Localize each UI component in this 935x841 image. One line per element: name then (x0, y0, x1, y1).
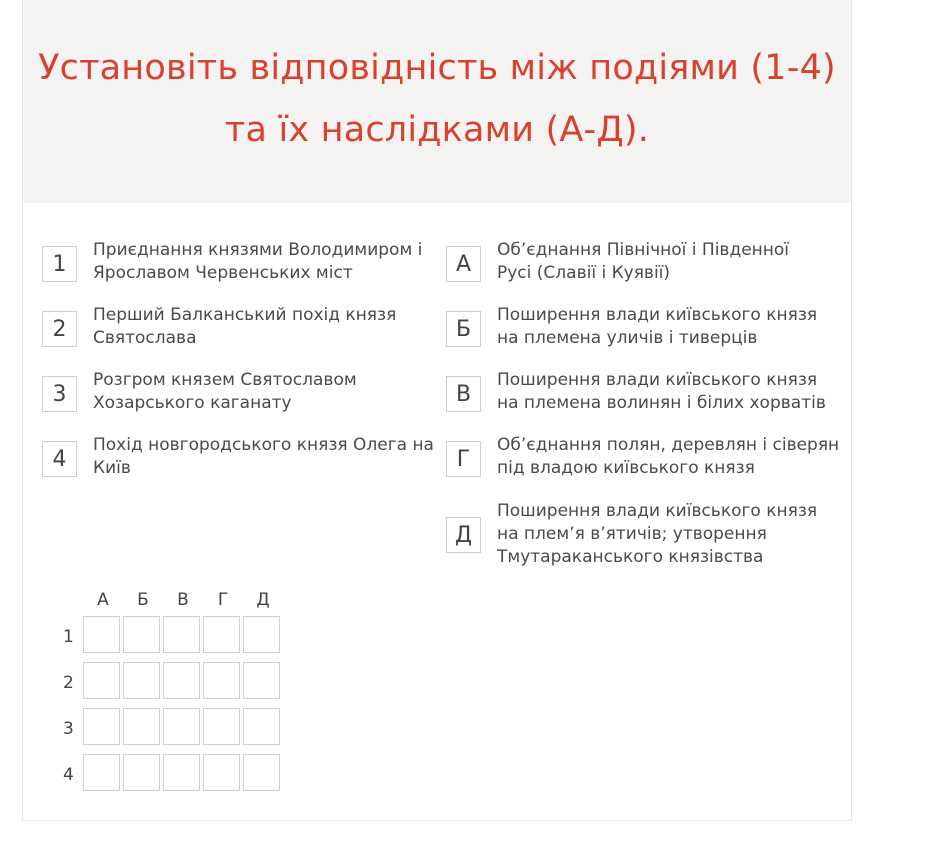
result-text (497, 304, 817, 350)
event-text (93, 434, 434, 480)
result-text (497, 434, 839, 480)
grid-row-header: 1 (63, 627, 74, 647)
answer-cell-4-А[interactable] (83, 754, 120, 791)
result-text-line: на племена уличів і тиверців (497, 328, 758, 348)
event-text-line: Ярославом Червенських міст (93, 263, 353, 283)
answer-cell-2-Г[interactable] (203, 662, 240, 699)
answer-cell-1-Д[interactable] (243, 616, 280, 653)
task-card (22, 0, 852, 821)
result-text-line: Об’єднання полян, деревлян і сіверян (497, 435, 840, 455)
answer-cell-4-Д[interactable] (243, 754, 280, 791)
grid-row-header: 2 (63, 673, 74, 693)
grid-column-header: Б (137, 590, 149, 610)
grid-row-header: 3 (63, 719, 74, 739)
event-text-line: Київ (93, 458, 131, 478)
grid-column-header: В (177, 590, 189, 610)
grid-row-header: 4 (63, 765, 74, 785)
answer-cell-3-Б[interactable] (123, 708, 160, 745)
event-number-box: 2 (42, 311, 77, 347)
answer-cell-3-Г[interactable] (203, 708, 240, 745)
event-text-line: Святослава (93, 328, 197, 348)
event-text-line: Приєднання князями Володимиром і (93, 240, 423, 260)
result-text (497, 239, 789, 285)
answer-cell-3-Д[interactable] (243, 708, 280, 745)
answer-cell-2-Б[interactable] (123, 662, 160, 699)
grid-column-header: Д (256, 590, 270, 610)
result-text-line: Об’єднання Північної і Південної (497, 240, 790, 260)
result-letter-box: В (446, 376, 481, 412)
grid-column-header: Г (217, 590, 229, 610)
event-text-line: Перший Балканський похід князя (93, 305, 397, 325)
result-letter-box: Б (446, 311, 481, 347)
title-line-2: та їх наслідками (А-Д). (224, 110, 650, 150)
event-text-line: Розгром князем Святославом (93, 370, 357, 390)
event-text (93, 304, 396, 350)
answer-cell-3-А[interactable] (83, 708, 120, 745)
task-title (23, 37, 851, 161)
answer-cell-1-Б[interactable] (123, 616, 160, 653)
result-text (497, 500, 817, 569)
event-text-line: Хозарського каганату (93, 393, 292, 413)
event-text (93, 239, 422, 285)
result-text-line: на племена волинян і білих хорватів (497, 393, 826, 413)
answer-cell-2-А[interactable] (83, 662, 120, 699)
answer-cell-1-Г[interactable] (203, 616, 240, 653)
answer-cell-1-В[interactable] (163, 616, 200, 653)
answer-cell-3-В[interactable] (163, 708, 200, 745)
event-number-box: 3 (42, 376, 77, 412)
answer-cell-2-В[interactable] (163, 662, 200, 699)
event-text (93, 369, 357, 415)
result-letter-box: Д (446, 517, 481, 553)
result-text (497, 369, 826, 415)
result-text-line: під владою київського князя (497, 458, 755, 478)
result-text-line: на плем’я в’ятичів; утворення (497, 524, 767, 544)
event-number-box: 4 (42, 441, 77, 477)
title-line-1: Установіть відповідність між подіями (1-4) (38, 48, 836, 88)
grid-column-header: А (97, 590, 109, 610)
answer-cell-1-А[interactable] (83, 616, 120, 653)
result-letter-box: А (446, 246, 481, 282)
result-text-line: Поширення влади київського князя (497, 370, 818, 390)
result-text-line: Русі (Славії і Куявії) (497, 263, 671, 283)
answer-cell-4-В[interactable] (163, 754, 200, 791)
answer-cell-2-Д[interactable] (243, 662, 280, 699)
answer-cell-4-Г[interactable] (203, 754, 240, 791)
result-text-line: Поширення влади київського князя (497, 305, 818, 325)
result-text-line: Тмутараканського князівства (497, 547, 764, 567)
answer-cell-4-Б[interactable] (123, 754, 160, 791)
result-letter-box: Г (446, 441, 481, 477)
event-text-line: Похід новгородського князя Олега на (93, 435, 434, 455)
task-header (23, 0, 851, 203)
event-number-box: 1 (42, 246, 77, 282)
result-text-line: Поширення влади київського князя (497, 501, 818, 521)
